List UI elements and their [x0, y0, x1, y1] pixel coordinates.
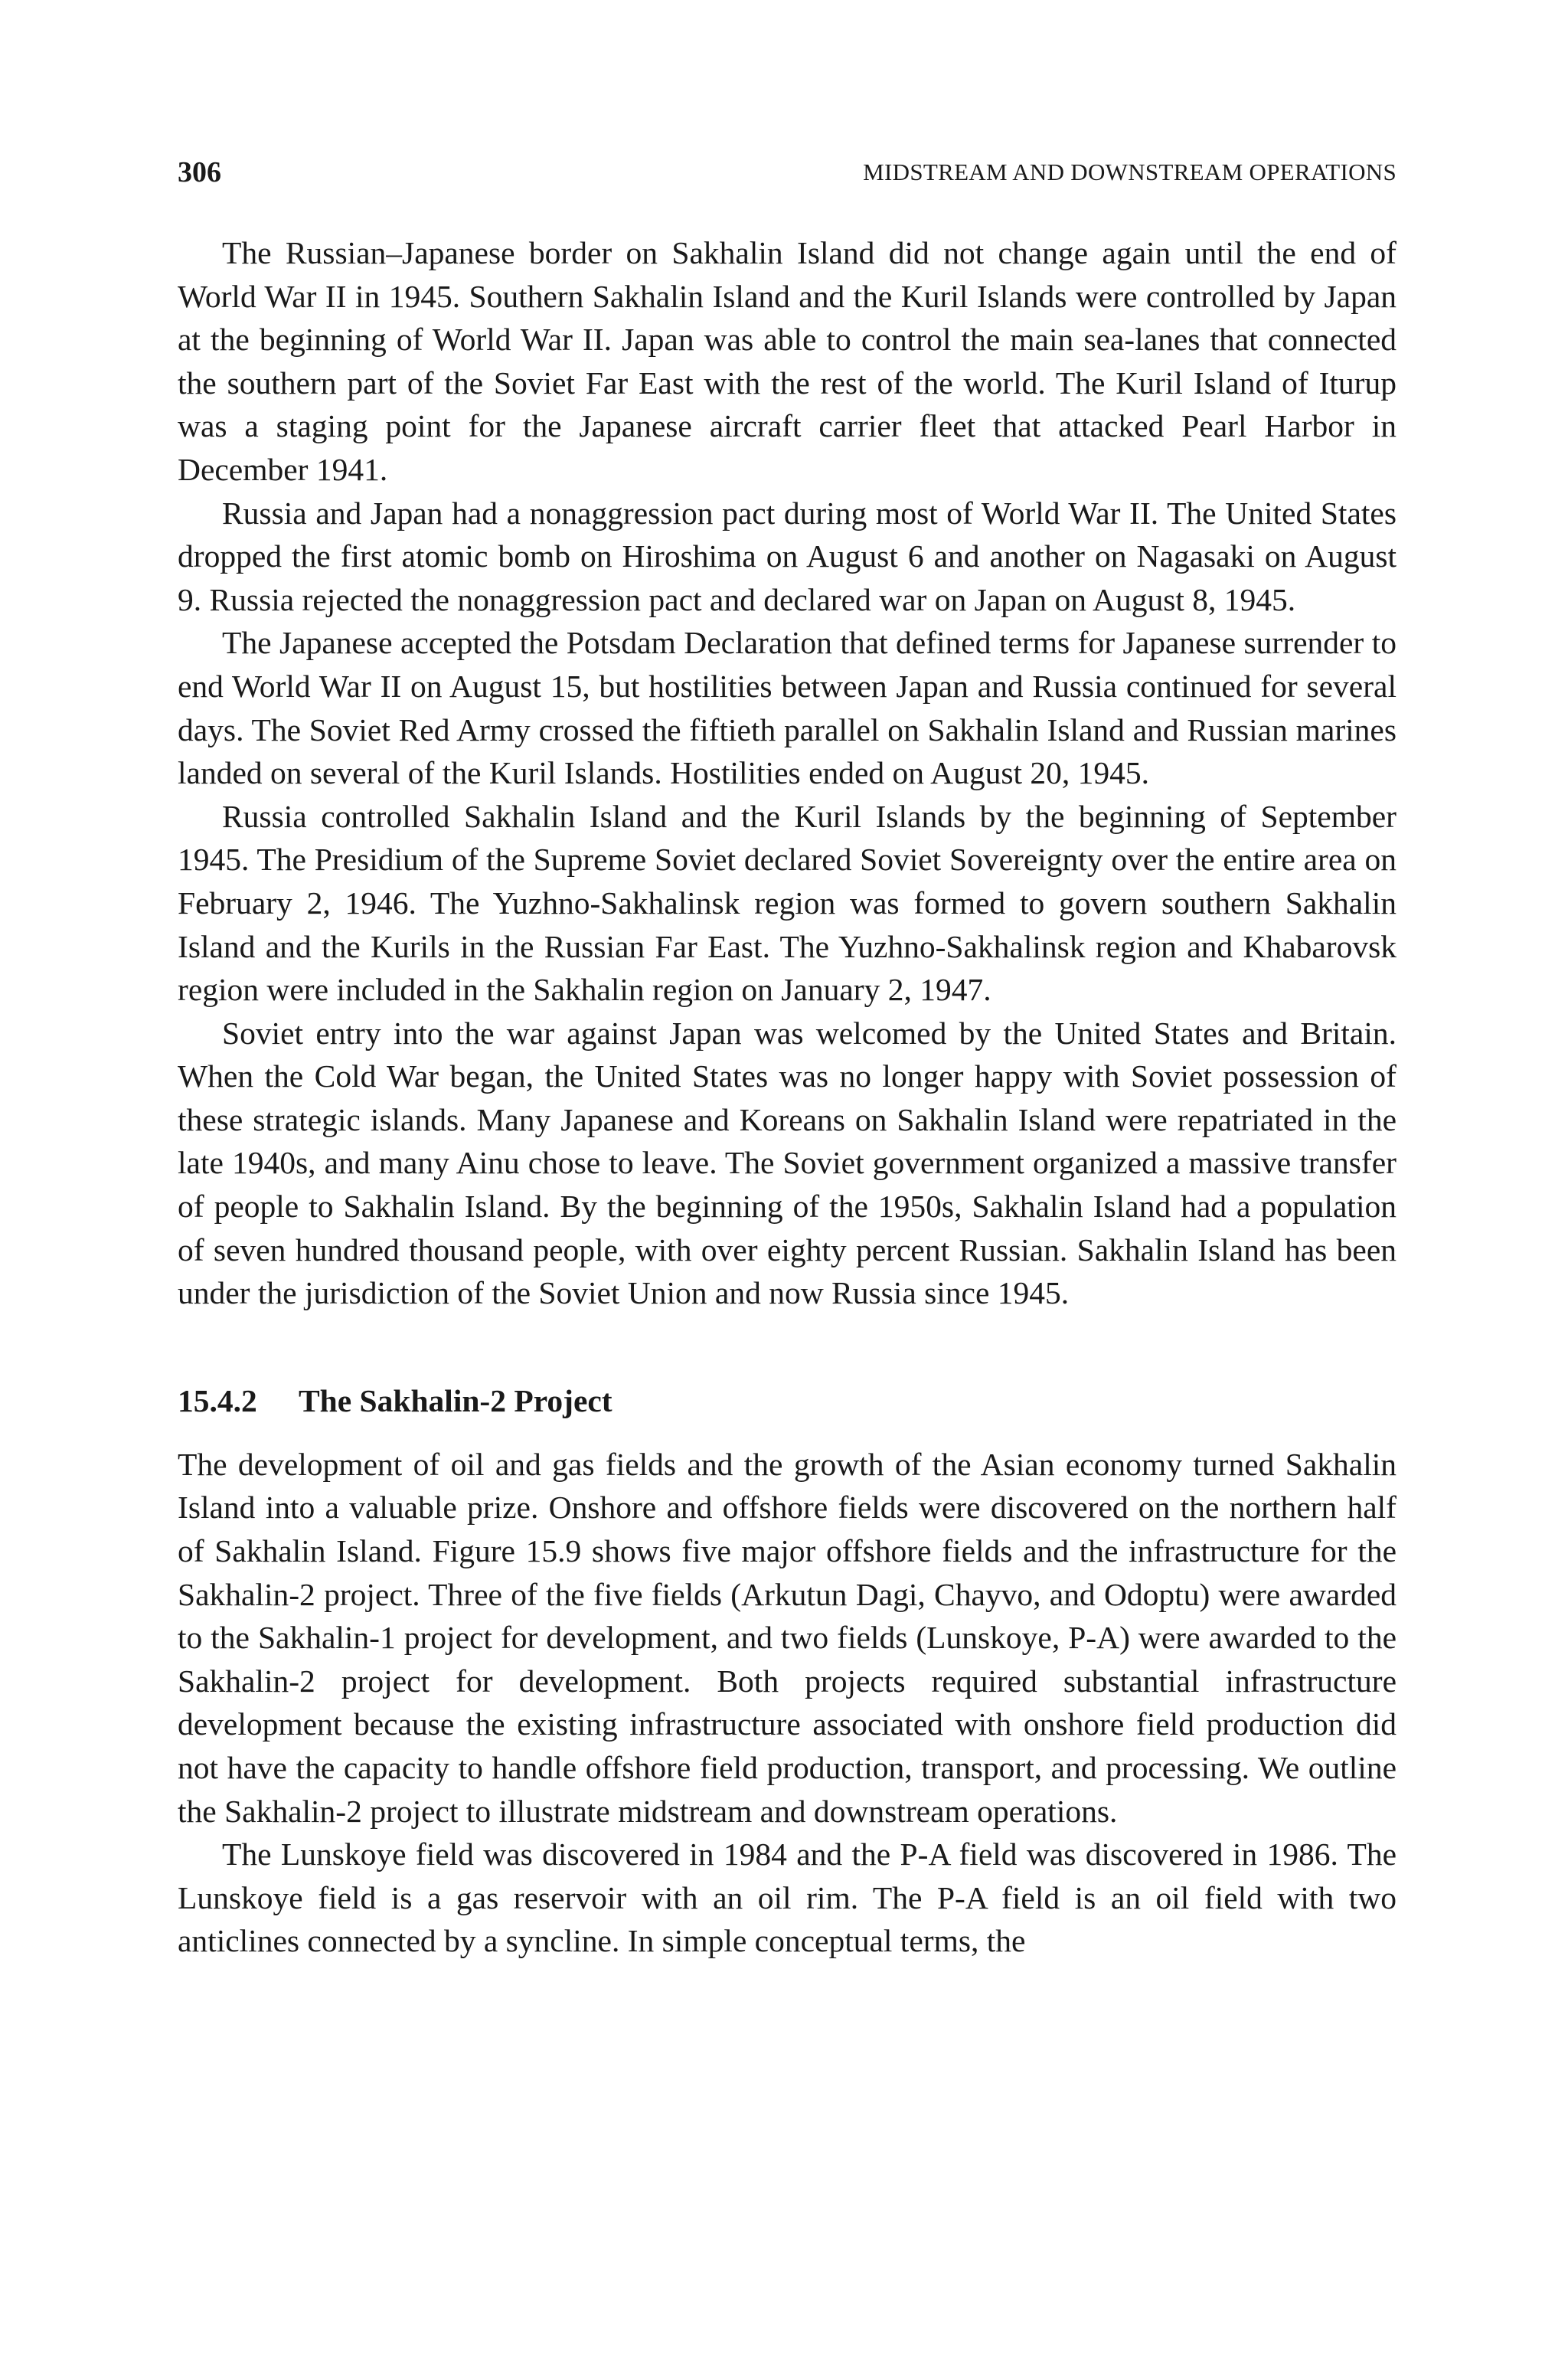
section-number: 15.4.2 [178, 1382, 257, 1418]
page-number: 306 [178, 156, 221, 188]
paragraph-border-history: The Russian–Japanese border on Sakhalin Island did not change again until the end of World War II in 1945. Southern Sakhalin Island and the Kuril Islands were controlled by Japan at the beginning of World War II. Japan was able to control the main sea-lanes that connected the southern part of the Soviet Far East with the rest of the world. The Kuril Island of Iturup was a staging point for the Japanese aircraft carrier fleet that attacked Pearl Harbor in December 1941. [178, 235, 1396, 487]
body-text [178, 231, 1396, 1963]
section-heading [178, 1379, 1396, 1422]
paragraph-russian-control: Russia controlled Sakhalin Island and the Kuril Islands by the beginning of September 1945. The Presidium of the Supreme Soviet declared Soviet Sovereignty over the entire area on February 2, 1946. The Yuzhno-Sakhalinsk region was formed to govern southern Sakhalin Island and the Kurils in the Russian Far East. The Yuzhno-Sakhalinsk region and Khabarovsk region were included in the Sakhalin region on January 2, 1947. [178, 798, 1396, 1008]
paragraph-lunskoye-field: The Lunskoye field was discovered in 1984 and the P-A field was discovered in 1986. The Lunskoye field is a gas reservoir with an oil rim. The P-A field is an oil field with two anticlines connected by a syncline. In simple conceptual terms, the [178, 1837, 1396, 1959]
paragraph-cold-war: Soviet entry into the war against Japan was welcomed by the United States and Britain. When the Cold War began, the United States was no longer happy with Soviet possession of these strategic islands. Many Japanese and Koreans on Sakhalin Island were repatriated in the late 1940s, and many Ainu chose to leave. The Soviet government organized a massive transfer of people to Sakhalin Island. By the beginning of the 1950s, Sakhalin Island had a population of seven hundred thousand people, with over eighty percent Russian. Sakhalin Island has been under the jurisdiction of the Soviet Union and now Russia since 1945. [178, 1015, 1396, 1311]
section-title: The Sakhalin-2 Project [299, 1382, 612, 1418]
paragraph-field-development: The development of oil and gas fields and the growth of the Asian economy turned Sakhalin Island into a valuable prize. Onshore and offshore fields were discovered on the northern half of Sakhalin Island. Figure 15.9 shows five major offshore fields and the infrastructure for the Sakhalin-2 project. Three of the five fields (Arkutun Dagi, Chayvo, and Odoptu) were awarded to the Sakhalin-1 project for development, and two fields (Lunskoye, P-A) were awarded to the Sakhalin-2 project for development. Both projects required substantial infrastructure development because the existing infrastructure associated with onshore field production did not have the capacity to handle offshore field production, transport, and processing. We outline the Sakhalin-2 project to illustrate midstream and downstream operations. [178, 1446, 1396, 1829]
running-head [178, 153, 1396, 191]
paragraph-potsdam-declaration: The Japanese accepted the Potsdam Declaration that defined terms for Japanese surrender to end World War II on August 15, but hostilities between Japan and Russia continued for several days. The Soviet Red Army crossed the fiftieth parallel on Sakhalin Island and Russian marines landed on several of the Kuril Islands. Hostilities ended on August 20, 1945. [178, 625, 1396, 791]
chapter-title: MIDSTREAM AND DOWNSTREAM OPERATIONS [863, 159, 1396, 185]
paragraph-nonaggression-pact: Russia and Japan had a nonaggression pact during most of World War II. The United States dropped the first atomic bomb on Hiroshima on August 6 and another on Nagasaki on August 9. Russia rejected the nonaggression pact and declared war on Japan on August 8, 1945. [178, 495, 1396, 617]
